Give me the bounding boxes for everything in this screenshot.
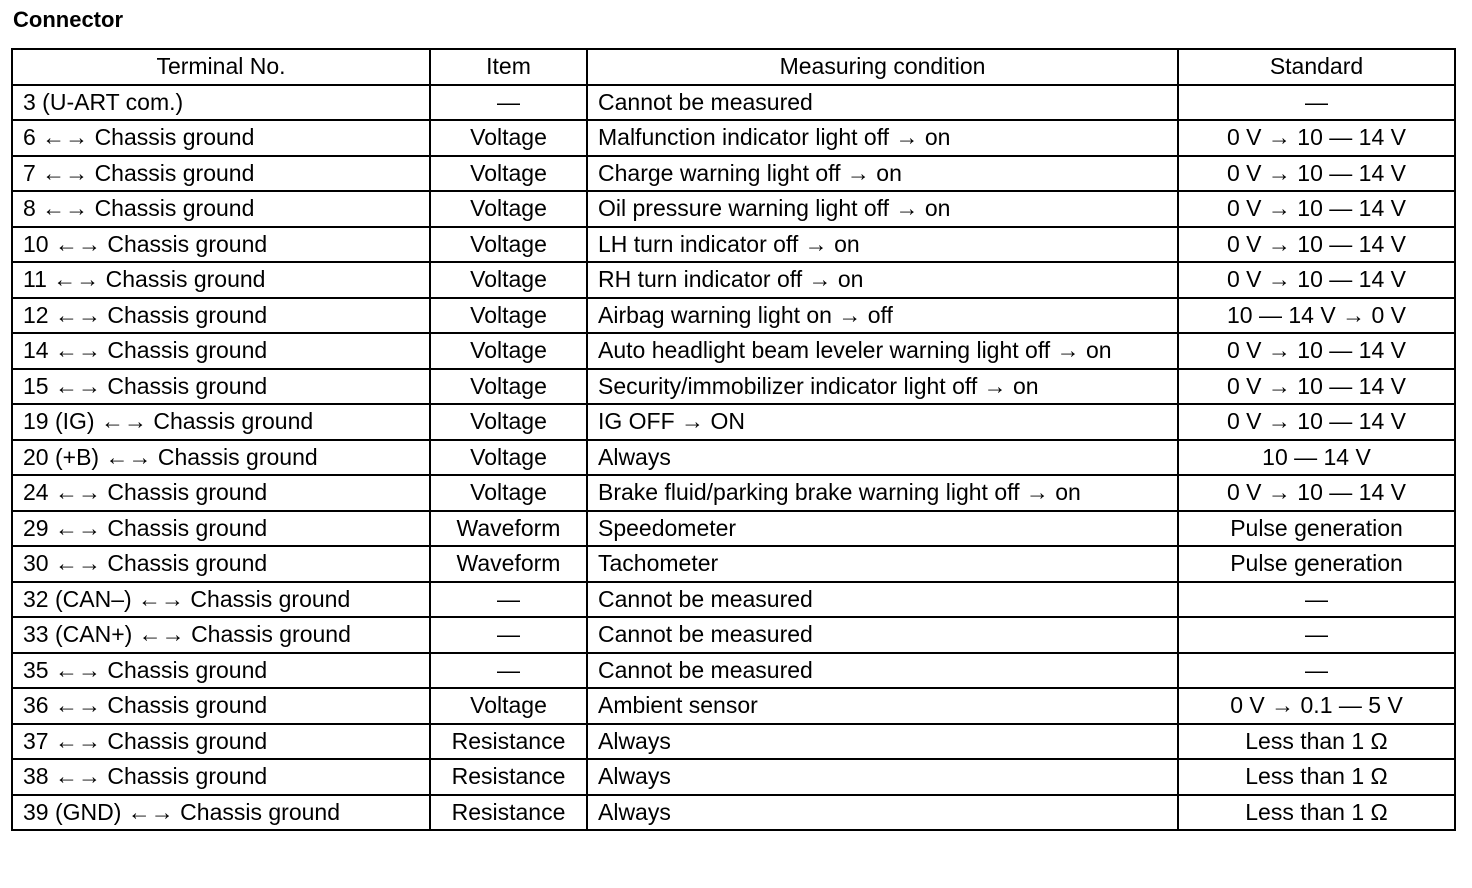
cell-standard: 0 V → 10 — 14 V [1178, 404, 1455, 440]
table-row [12, 298, 1455, 334]
cell-standard: 0 V → 10 — 14 V [1178, 227, 1455, 263]
cell-measuring-condition: Cannot be measured [587, 582, 1178, 618]
cell-measuring-condition: Auto headlight beam leveler warning light off → on [587, 333, 1178, 369]
cell-standard: Pulse generation [1178, 511, 1455, 547]
cell-terminal-no: 19 (IG) ←→ Chassis ground [12, 404, 430, 440]
cell-item: — [430, 85, 587, 121]
cell-terminal-no: 32 (CAN–) ←→ Chassis ground [12, 582, 430, 618]
cell-item: Voltage [430, 404, 587, 440]
table-row [12, 759, 1455, 795]
cell-measuring-condition: Always [587, 795, 1178, 831]
cell-terminal-no: 11 ←→ Chassis ground [12, 262, 430, 298]
table-row [12, 440, 1455, 476]
cell-terminal-no: 39 (GND) ←→ Chassis ground [12, 795, 430, 831]
cell-standard: Pulse generation [1178, 546, 1455, 582]
cell-item: Resistance [430, 759, 587, 795]
cell-standard: — [1178, 653, 1455, 689]
cell-measuring-condition: Always [587, 440, 1178, 476]
cell-item: Voltage [430, 333, 587, 369]
cell-measuring-condition: Speedometer [587, 511, 1178, 547]
table-row [12, 795, 1455, 831]
cell-standard: 0 V → 10 — 14 V [1178, 369, 1455, 405]
cell-standard: 0 V → 10 — 14 V [1178, 475, 1455, 511]
cell-item: Waveform [430, 511, 587, 547]
table-row [12, 546, 1455, 582]
cell-measuring-condition: Security/immobilizer indicator light off → on [587, 369, 1178, 405]
header-measuring-condition: Measuring condition [587, 49, 1178, 85]
cell-terminal-no: 29 ←→ Chassis ground [12, 511, 430, 547]
cell-item: — [430, 653, 587, 689]
cell-standard: 0 V → 10 — 14 V [1178, 120, 1455, 156]
table-header-row [12, 49, 1455, 85]
table-row [12, 724, 1455, 760]
cell-standard: Less than 1 Ω [1178, 795, 1455, 831]
page-title: Connector [13, 7, 123, 32]
cell-standard: — [1178, 617, 1455, 653]
cell-standard: 0 V → 10 — 14 V [1178, 191, 1455, 227]
cell-standard: 0 V → 0.1 — 5 V [1178, 688, 1455, 724]
cell-item: — [430, 582, 587, 618]
cell-item: Voltage [430, 688, 587, 724]
table-row [12, 227, 1455, 263]
cell-terminal-no: 35 ←→ Chassis ground [12, 653, 430, 689]
cell-item: Voltage [430, 475, 587, 511]
cell-measuring-condition: RH turn indicator off → on [587, 262, 1178, 298]
cell-measuring-condition: Cannot be measured [587, 617, 1178, 653]
cell-measuring-condition: LH turn indicator off → on [587, 227, 1178, 263]
cell-item: Voltage [430, 298, 587, 334]
table-row [12, 582, 1455, 618]
cell-item: Waveform [430, 546, 587, 582]
table-row [12, 404, 1455, 440]
cell-item: Voltage [430, 262, 587, 298]
table-row [12, 262, 1455, 298]
cell-standard: 0 V → 10 — 14 V [1178, 156, 1455, 192]
cell-terminal-no: 33 (CAN+) ←→ Chassis ground [12, 617, 430, 653]
cell-item: Voltage [430, 191, 587, 227]
cell-standard: 10 — 14 V [1178, 440, 1455, 476]
cell-item: Voltage [430, 120, 587, 156]
cell-measuring-condition: Always [587, 759, 1178, 795]
table-row [12, 511, 1455, 547]
cell-item: Voltage [430, 369, 587, 405]
table-row [12, 191, 1455, 227]
cell-standard: — [1178, 582, 1455, 618]
cell-standard: 10 — 14 V → 0 V [1178, 298, 1455, 334]
connector-spec-table [11, 48, 1456, 831]
cell-item: Voltage [430, 227, 587, 263]
cell-measuring-condition: Oil pressure warning light off → on [587, 191, 1178, 227]
cell-standard: Less than 1 Ω [1178, 759, 1455, 795]
table-row [12, 617, 1455, 653]
table-row [12, 120, 1455, 156]
cell-standard: Less than 1 Ω [1178, 724, 1455, 760]
cell-terminal-no: 12 ←→ Chassis ground [12, 298, 430, 334]
table-row [12, 156, 1455, 192]
cell-measuring-condition: Malfunction indicator light off → on [587, 120, 1178, 156]
cell-terminal-no: 3 (U-ART com.) [12, 85, 430, 121]
cell-measuring-condition: Always [587, 724, 1178, 760]
cell-terminal-no: 15 ←→ Chassis ground [12, 369, 430, 405]
cell-item: — [430, 617, 587, 653]
cell-item: Voltage [430, 440, 587, 476]
header-item: Item [430, 49, 587, 85]
cell-item: Resistance [430, 795, 587, 831]
cell-standard: 0 V → 10 — 14 V [1178, 333, 1455, 369]
cell-terminal-no: 14 ←→ Chassis ground [12, 333, 430, 369]
cell-measuring-condition: Airbag warning light on → off [587, 298, 1178, 334]
cell-measuring-condition: Charge warning light off → on [587, 156, 1178, 192]
cell-measuring-condition: IG OFF → ON [587, 404, 1178, 440]
cell-terminal-no: 10 ←→ Chassis ground [12, 227, 430, 263]
cell-terminal-no: 36 ←→ Chassis ground [12, 688, 430, 724]
header-terminal-no: Terminal No. [12, 49, 430, 85]
cell-item: Resistance [430, 724, 587, 760]
cell-item: Voltage [430, 156, 587, 192]
cell-measuring-condition: Brake fluid/parking brake warning light off → on [587, 475, 1178, 511]
cell-terminal-no: 30 ←→ Chassis ground [12, 546, 430, 582]
table-row [12, 369, 1455, 405]
cell-terminal-no: 38 ←→ Chassis ground [12, 759, 430, 795]
cell-measuring-condition: Cannot be measured [587, 85, 1178, 121]
cell-standard: — [1178, 85, 1455, 121]
header-standard: Standard [1178, 49, 1455, 85]
cell-measuring-condition: Ambient sensor [587, 688, 1178, 724]
cell-terminal-no: 24 ←→ Chassis ground [12, 475, 430, 511]
table-row [12, 333, 1455, 369]
table-row [12, 653, 1455, 689]
cell-terminal-no: 7 ←→ Chassis ground [12, 156, 430, 192]
cell-measuring-condition: Tachometer [587, 546, 1178, 582]
table-row [12, 688, 1455, 724]
table-row [12, 475, 1455, 511]
cell-terminal-no: 20 (+B) ←→ Chassis ground [12, 440, 430, 476]
cell-terminal-no: 6 ←→ Chassis ground [12, 120, 430, 156]
table-row [12, 85, 1455, 121]
cell-standard: 0 V → 10 — 14 V [1178, 262, 1455, 298]
cell-terminal-no: 37 ←→ Chassis ground [12, 724, 430, 760]
cell-measuring-condition: Cannot be measured [587, 653, 1178, 689]
cell-terminal-no: 8 ←→ Chassis ground [12, 191, 430, 227]
